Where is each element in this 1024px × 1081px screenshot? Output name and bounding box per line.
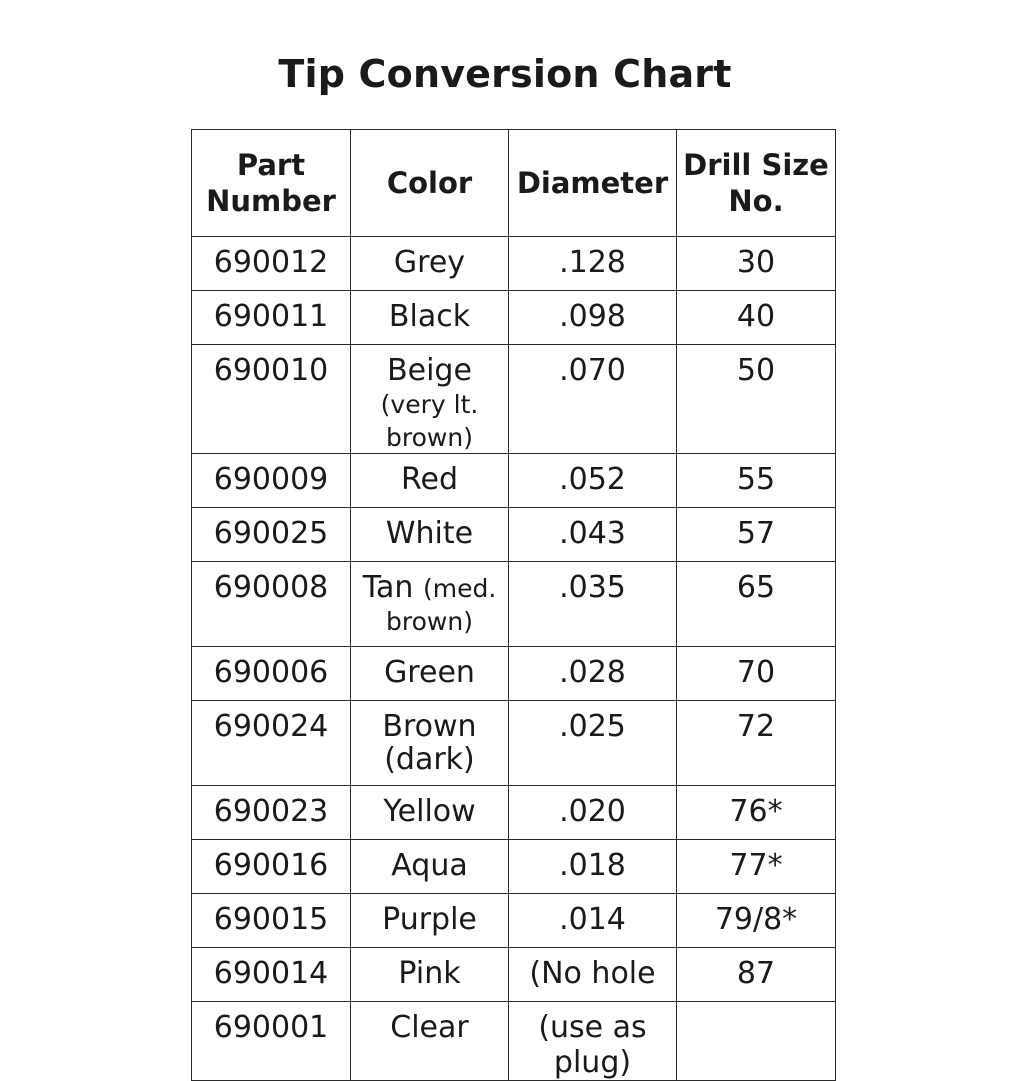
table-row — [192, 786, 836, 840]
part-number-cell: 690006 — [192, 647, 351, 701]
header-drill-size: Drill Size No. — [677, 130, 836, 237]
table-row — [192, 647, 836, 701]
diameter-cell: (No hole — [509, 948, 677, 1002]
table-row — [192, 345, 836, 454]
color-cell: Yellow — [351, 786, 509, 840]
drill-size-cell: 65 — [677, 562, 836, 647]
table-row — [192, 1002, 836, 1081]
color-cell: Black — [351, 291, 509, 345]
diameter-cell: .043 — [509, 508, 677, 562]
part-number-cell: 690008 — [192, 562, 351, 647]
diameter-cell: (use as plug) — [509, 1002, 677, 1081]
color-cell: Red — [351, 454, 509, 508]
diameter-cell: .018 — [509, 840, 677, 894]
color-cell: Clear — [351, 1002, 509, 1081]
color-cell: Aqua — [351, 840, 509, 894]
drill-size-cell: 76* — [677, 786, 836, 840]
drill-size-cell: 79/8* — [677, 894, 836, 948]
table-row — [192, 948, 836, 1002]
page-title: Tip Conversion Chart — [278, 52, 732, 96]
color-note: (dark) — [384, 742, 475, 777]
drill-size-cell: 50 — [677, 345, 836, 454]
table-row — [192, 454, 836, 508]
color-cell: Pink — [351, 948, 509, 1002]
part-number-cell: 690011 — [192, 291, 351, 345]
diameter-cell: .128 — [509, 237, 677, 291]
drill-size-cell: 70 — [677, 647, 836, 701]
color-cell: Grey — [351, 237, 509, 291]
drill-size-cell: 87 — [677, 948, 836, 1002]
color-cell: White — [351, 508, 509, 562]
drill-size-cell: 30 — [677, 237, 836, 291]
diameter-cell: .098 — [509, 291, 677, 345]
part-number-cell: 690010 — [192, 345, 351, 454]
part-number-cell: 690024 — [192, 701, 351, 786]
color-cell: Brown (dark) — [351, 701, 509, 786]
diameter-cell: .020 — [509, 786, 677, 840]
color-cell: Green — [351, 647, 509, 701]
drill-size-cell: 40 — [677, 291, 836, 345]
table-row — [192, 237, 836, 291]
color-cell: Tan (med. brown) — [351, 562, 509, 647]
color-note: (med. brown) — [386, 574, 497, 636]
diameter-cell: .035 — [509, 562, 677, 647]
drill-size-cell: 77* — [677, 840, 836, 894]
color-cell: Beige (very lt. brown) — [351, 345, 509, 454]
part-number-cell: 690009 — [192, 454, 351, 508]
table-row — [192, 508, 836, 562]
header-diameter: Diameter — [509, 130, 677, 237]
part-number-cell: 690012 — [192, 237, 351, 291]
part-number-cell: 690001 — [192, 1002, 351, 1081]
header-part-number: Part Number — [192, 130, 351, 237]
drill-size-cell: 55 — [677, 454, 836, 508]
diameter-cell: .028 — [509, 647, 677, 701]
part-number-cell: 690016 — [192, 840, 351, 894]
drill-size-cell: 57 — [677, 508, 836, 562]
table-row — [192, 894, 836, 948]
drill-size-cell: 72 — [677, 701, 836, 786]
part-number-cell: 690014 — [192, 948, 351, 1002]
color-note: (very lt. brown) — [380, 390, 479, 452]
part-number-cell: 690015 — [192, 894, 351, 948]
diameter-cell: .014 — [509, 894, 677, 948]
diameter-cell: .052 — [509, 454, 677, 508]
table-header-row — [192, 130, 836, 237]
table-row — [192, 291, 836, 345]
part-number-cell: 690025 — [192, 508, 351, 562]
color-cell: Purple — [351, 894, 509, 948]
header-color: Color — [351, 130, 509, 237]
part-number-cell: 690023 — [192, 786, 351, 840]
drill-size-cell — [677, 1002, 836, 1081]
table-row — [192, 840, 836, 894]
diameter-cell: .025 — [509, 701, 677, 786]
tip-conversion-table — [191, 129, 836, 1081]
table-row — [192, 701, 836, 786]
table-row — [192, 562, 836, 647]
diameter-cell: .070 — [509, 345, 677, 454]
